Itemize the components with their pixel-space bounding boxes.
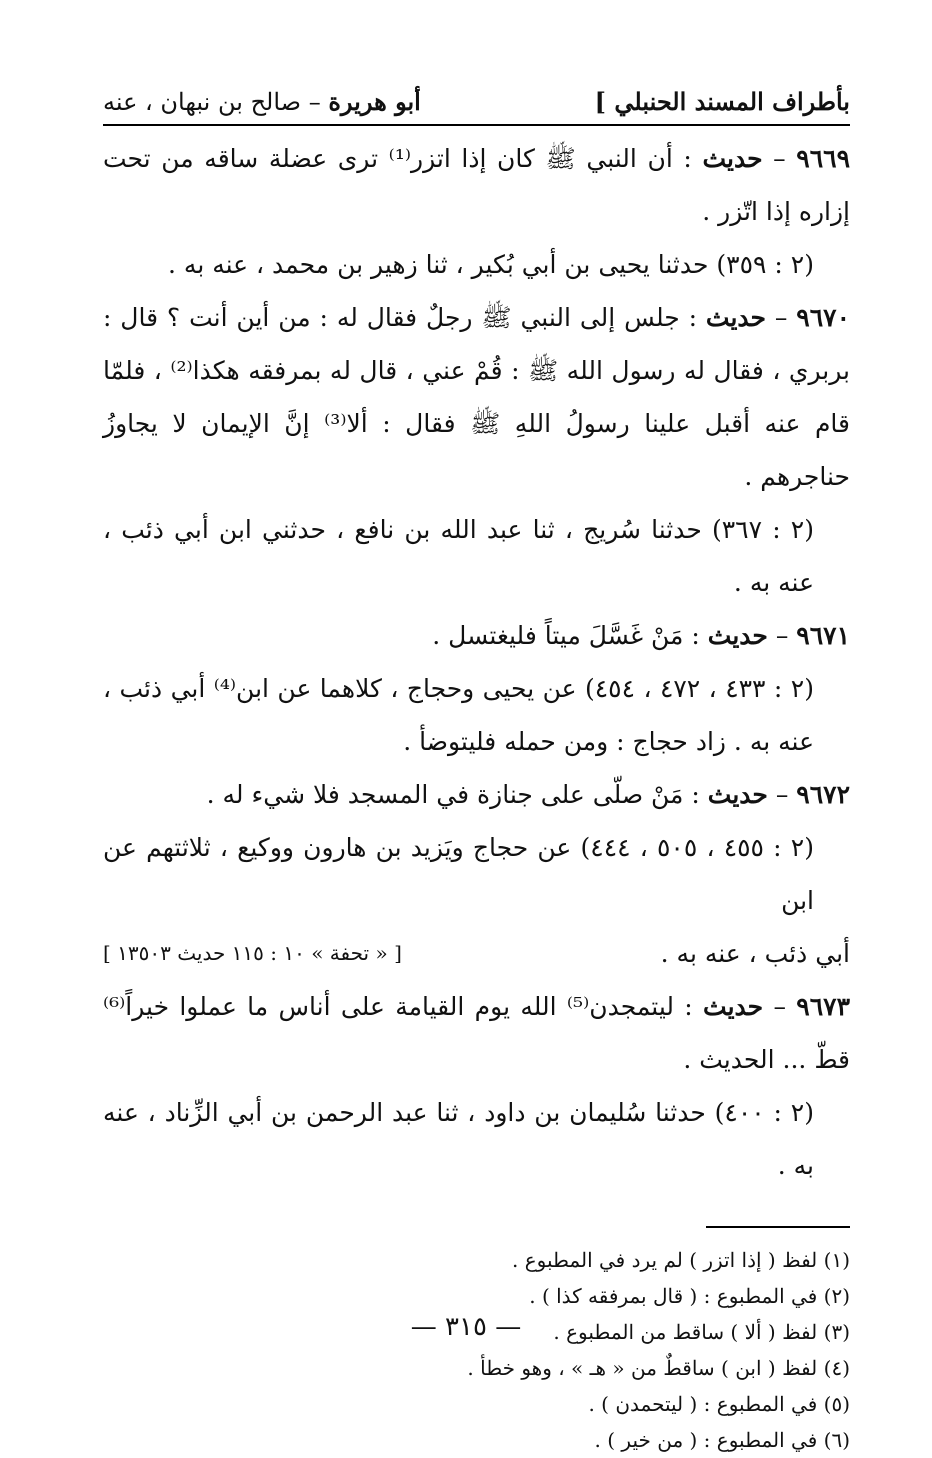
footnote-separator — [706, 1226, 850, 1228]
hadith-source: (٢ : ٣٦٧) حدثنا سُريج ، ثنا عبد الله بن نافع ، حدثني ابن أبي ذئب ، عنه به . — [103, 515, 814, 597]
hadith-entry — [103, 132, 850, 291]
page-number: — ٣١٥ — — [410, 1312, 522, 1342]
hadith-label: حديث — [707, 780, 768, 809]
hadith-source: (٢ : ٤٥٥ ، ٥٠٥ ، ٤٤٤) عن حجاج ويَزيد بن هارون ووكيع ، ثلاثتهم عن ابن — [103, 833, 814, 915]
hadith-label: حديث — [702, 144, 763, 173]
hadith-text: ٩٦٧٠ – حديث : جلس إلى النبي ﷺ رجلٌ فقال له : من أين أنت ؟ قال : بربري ، فقال له رسول الله ﷺ : قُمْ عني ، قال له بمرفقه هكذا⁽²⁾ ، فلمّا قام عنه أقبل علينا رسولُ اللهِ ﷺ فقال : ألا⁽³⁾ إنَّ الإيمان لا يجاوزُ حناجرهم . — [103, 303, 851, 491]
hadith-number: ٩٦٧٣ — [796, 992, 850, 1021]
footnote: (٢) في المطبوع : ( قال بمرفقه كذا ) . — [529, 1284, 850, 1308]
hadith-source: (٢ : ٤٠٠) حدثنا سُليمان بن داود ، ثنا عبد الرحمن بن أبي الزِّناد ، عنه به . — [103, 1098, 814, 1180]
hadith-text: ٩٦٦٩ – حديث : أن النبي ﷺ كان إذا اتزر⁽¹⁾ ترى عضلة ساقه من تحت إزاره إذا اتّزر . — [103, 144, 850, 226]
hadith-text: ٩٦٧٢ – حديث : مَنْ صلّى على جنازة في المسجد فلا شيء له . — [206, 780, 850, 809]
hadith-label: حديث — [705, 303, 766, 332]
source-continuation: أبي ذئب ، عنه به . — [660, 939, 850, 968]
hadith-body: : ليتمجدن⁽⁵⁾ الله يوم القيامة على أناس ما عملوا خيراً⁽⁶⁾ قطّ ... الحديث . — [103, 992, 850, 1074]
footnotes — [103, 1242, 850, 1458]
hadith-body: : مَنْ صلّى على جنازة في المسجد فلا شيء له . — [206, 780, 708, 809]
hadith-entries — [103, 132, 850, 1192]
hadith-label: حديث — [707, 621, 768, 650]
document-page — [103, 80, 851, 1452]
hadith-source: (٢ : ٤٣٣ ، ٤٧٢ ، ٤٥٤) عن يحيى وحجاج ، كلاهما عن ابن⁽⁴⁾ أبي ذئب ، عنه به . زاد حجاج : ومن حمله فليتوضأ . — [103, 674, 814, 756]
hadith-text: ٩٦٧١ – حديث : مَنْ غَسَّلَ ميتاً فليغتسل . — [432, 621, 850, 650]
hadith-source-tail — [103, 927, 850, 980]
hadith-body: : مَنْ غَسَّلَ ميتاً فليغتسل . — [432, 621, 708, 650]
hadith-number: ٩٦٧١ — [796, 621, 850, 650]
narrator-name: أبو هريرة — [328, 87, 421, 116]
hadith-label: حديث — [703, 992, 764, 1021]
hadith-entry — [103, 291, 850, 609]
footnote: (٤) لفظ ( ابن ) ساقطٌ من « هـ » ، وهو خطأ . — [467, 1356, 850, 1380]
hadith-number: ٩٦٦٩ — [796, 144, 850, 173]
narrator-rest: – صالح بن نبهان ، عنه — [103, 88, 329, 116]
footnote: (٦) في المطبوع : ( من خير ) . — [594, 1428, 850, 1452]
hadith-entry — [103, 980, 850, 1192]
footnote: (٥) في المطبوع : ( ليتحمدن ) . — [588, 1392, 850, 1416]
hadith-number: ٩٦٧٠ — [796, 303, 850, 332]
footnote: (١) لفظ ( إذا اتزر ) لم يرد في المطبوع . — [512, 1248, 850, 1272]
running-header — [103, 80, 850, 126]
footnote: (٣) لفظ ( ألا ) ساقط من المطبوع . — [553, 1320, 850, 1344]
hadith-source: (٢ : ٣٥٩) حدثنا يحيى بن أبي بُكير ، ثنا زهير بن محمد ، عنه به . — [168, 250, 814, 279]
hadith-entry — [103, 609, 850, 768]
hadith-text: ٩٦٧٣ – حديث : ليتمجدن⁽⁵⁾ الله يوم القيامة على أناس ما عملوا خيراً⁽⁶⁾ قطّ ... الحديث . — [103, 992, 850, 1074]
hadith-body: : جلس إلى النبي ﷺ رجلٌ فقال له : من أين أنت ؟ قال : بربري ، فقال له رسول الله ﷺ : قُمْ عني ، قال له بمرفقه هكذا⁽²⁾ ، فلمّا قام عنه أقبل علينا رسولُ اللهِ ﷺ فقال : ألا⁽³⁾ إنَّ الإيمان لا يجاوزُ حناجرهم . — [103, 303, 851, 491]
hadith-number: ٩٦٧٢ — [796, 780, 850, 809]
tuhfa-reference: [ « تحفة » ١٠ : ١١٥ حديث ١٣٥٠٣ ] — [103, 941, 402, 965]
hadith-body: : أن النبي ﷺ كان إذا اتزر⁽¹⁾ ترى عضلة ساقه من تحت إزاره إذا اتّزر . — [103, 144, 850, 226]
hadith-entry — [103, 768, 850, 980]
book-title: بأطراف المسند الحنبلي ] — [594, 87, 850, 116]
narrator-chain — [103, 87, 421, 116]
